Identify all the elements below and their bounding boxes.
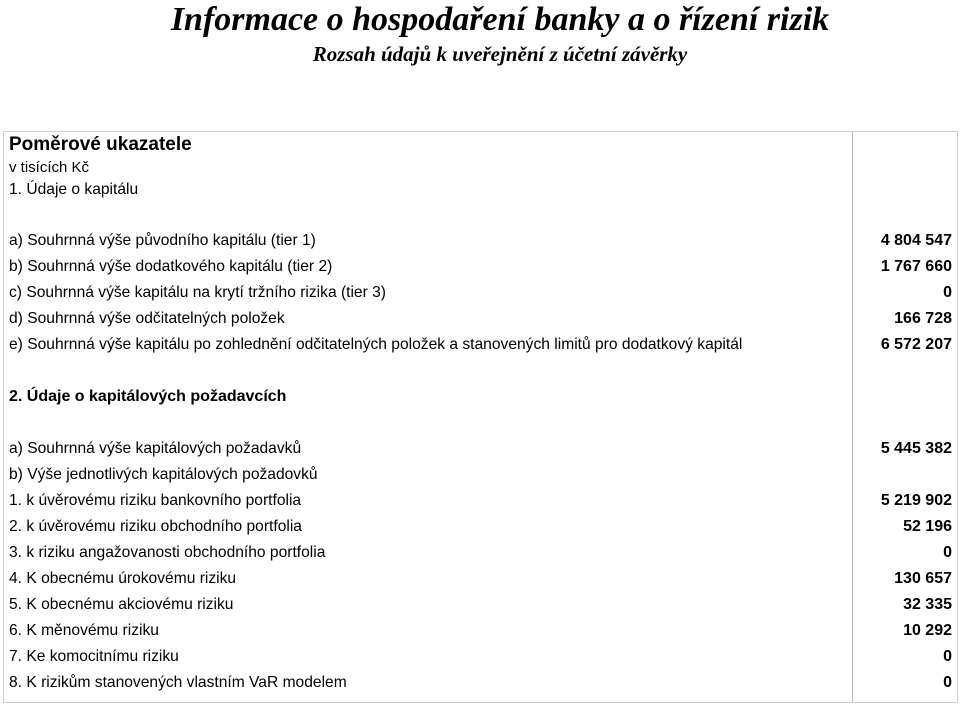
- row-label: 3. k riziku angažovanosti obchodního portfolia: [9, 544, 326, 561]
- row-value: 32 335: [903, 596, 952, 613]
- table-heading-row: [3, 132, 959, 158]
- row-value: 0: [943, 648, 952, 665]
- table-row: [3, 540, 959, 566]
- table-row: [3, 488, 959, 514]
- table-row: [3, 228, 959, 254]
- table-row: [3, 306, 959, 332]
- row-label: a) Souhrnná výše původního kapitálu (tier 1): [9, 232, 316, 249]
- row-label: 5. K obecnému akciovému riziku: [9, 596, 234, 613]
- row-label: 4. K obecnému úrokovému riziku: [9, 570, 237, 587]
- row-label: e) Souhrnná výše kapitálu po zohlednění odčitatelných položek a stanovených limitů pro dodatkový kapitál: [9, 336, 743, 353]
- row-value: 52 196: [903, 518, 952, 535]
- row-label: 7. Ke komocitnímu riziku: [9, 648, 179, 665]
- table-row: [3, 644, 959, 670]
- table-row: [3, 618, 959, 644]
- table-row: [3, 462, 959, 488]
- row-label: b) Výše jednotlivých kapitálových požadovků: [9, 466, 318, 483]
- table-row: [3, 566, 959, 592]
- table-row: [3, 514, 959, 540]
- row-label: 2. k úvěrovému riziku obchodního portfolia: [9, 518, 302, 535]
- row-value: 4 804 547: [880, 232, 952, 249]
- row-value: 166 728: [894, 310, 952, 327]
- table-row: [3, 254, 959, 280]
- table-row: [3, 436, 959, 462]
- table-heading: Poměrové ukazatele: [9, 134, 192, 155]
- row-value: 1 767 660: [880, 258, 952, 275]
- row-label: c) Souhrnná výše kapitálu na krytí tržního rizika (tier 3): [9, 284, 386, 301]
- table-row: [3, 592, 959, 618]
- row-label: 8. K rizikům stanovených vlastním VaR modelem: [9, 674, 347, 691]
- ratio-table: [3, 132, 959, 696]
- row-value: 10 292: [903, 622, 952, 639]
- spacer-row: [3, 410, 959, 436]
- row-value: 0: [943, 544, 952, 561]
- row-value: 0: [943, 674, 952, 691]
- page-title: Informace o hospodaření banky a o řízení rizik: [170, 1, 830, 38]
- unit-label: v tisících Kč: [9, 159, 90, 176]
- row-label: b) Souhrnná výše dodatkového kapitálu (tier 2): [9, 258, 333, 275]
- section2-title: 2. Údaje o kapitálových požadavcích: [9, 388, 287, 405]
- page-subtitle: Rozsah údajů k uveřejnění z účetní závěrky: [312, 42, 688, 66]
- table-row: [3, 670, 959, 696]
- row-value: 130 657: [894, 570, 952, 587]
- spacer-row: [3, 202, 959, 228]
- unit-row: [3, 158, 959, 178]
- row-value: 6 572 207: [880, 336, 952, 353]
- row-label: 1. k úvěrovému riziku bankovního portfolia: [9, 492, 302, 509]
- section1-title: 1. Údaje o kapitálu: [9, 181, 139, 198]
- row-value: 5 445 382: [880, 440, 952, 457]
- table-row: [3, 280, 959, 306]
- section-title-row: [3, 178, 959, 202]
- row-value: 0: [943, 284, 952, 301]
- section-title-row: [3, 384, 959, 410]
- table-row: [3, 332, 959, 358]
- row-value: 5 219 902: [880, 492, 952, 509]
- row-label: d) Souhrnná výše odčitatelných položek: [9, 310, 285, 327]
- row-label: 6. K měnovému riziku: [9, 622, 159, 639]
- row-label: a) Souhrnná výše kapitálových požadavků: [9, 440, 302, 457]
- spacer-row: [3, 358, 959, 384]
